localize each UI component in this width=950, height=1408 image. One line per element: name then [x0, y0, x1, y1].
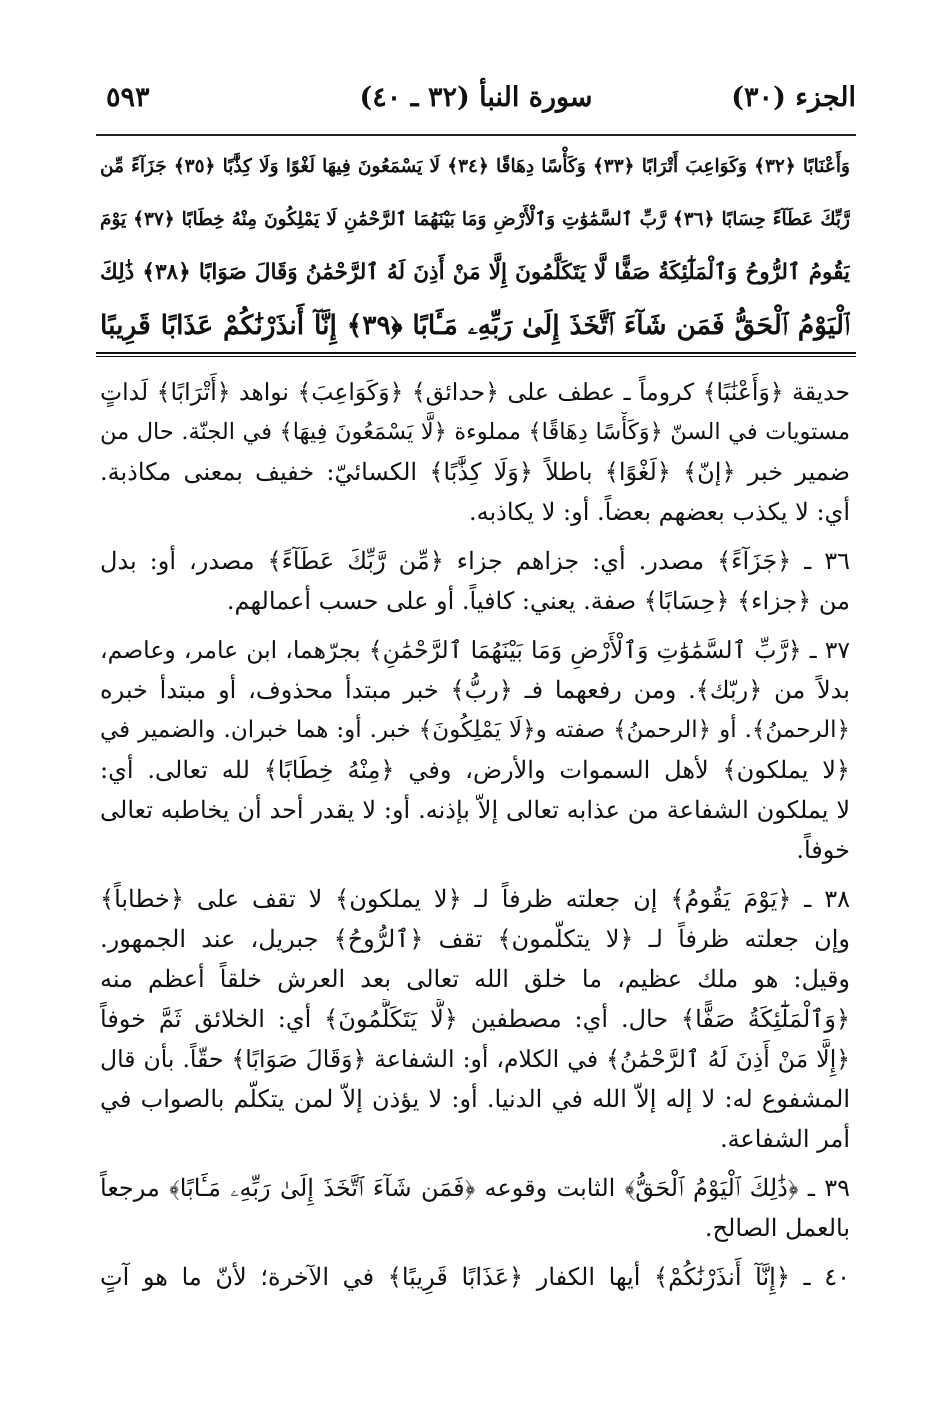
commentary-paragraph — [100, 541, 850, 621]
commentary-line: ٤٠ ـ ﴿إِنَّآ أَنذَرْنَٰكُمْ﴾ أيها الكفار ﴿عَذَابًا قَرِيبًا﴾ في الآخرة؛ لأنّ ما هو آتٍ — [100, 1263, 850, 1291]
surah-title: سورة النبأ (٣٢ ـ ٤٠) — [359, 82, 593, 113]
commentary-paragraph — [100, 879, 850, 1159]
commentary-line: من ﴿جزاء﴾ ﴿حِسَابًا﴾ صفة. يعني: كافياً. أو على حسب أعمالهم. — [226, 587, 850, 615]
commentary-line: لا يملكون الشفاعة من عذابه تعالى إلاّ بإذنه. أو: لا يقدر أحد أن يخاطبه تعالى — [100, 796, 850, 824]
quran-divider-thin — [96, 356, 856, 357]
juz-label: الجزء (٣٠) — [731, 82, 856, 113]
quran-text-block — [100, 140, 850, 352]
commentary-line: حديقة ﴿وَأَعْنَٰبًا﴾ كروماً ـ عطف على ﴿حدائق﴾ ﴿وَكَوَاعِبَ﴾ نواهد ﴿أَتْرَابًا﴾ لَداتٍ — [100, 378, 850, 406]
commentary-line: ﴿الرحمنُ﴾. أو ﴿الرحمنُ﴾ صفته و﴿لَا يَمْلِكُونَ﴾ خبر. أو: هما خبران. والضمير في — [100, 717, 850, 743]
commentary-paragraph — [100, 372, 850, 532]
commentary-line: وإن جعلته ظرفاً لـ ﴿لا يتكلّمون﴾ تقف ﴿ٱلرُّوحُ﴾ جبريل، عند الجمهور. — [100, 925, 850, 953]
commentary-line: ٣٦ ـ ﴿جَزَآءً﴾ مصدر. أي: جزاهم جزاء ﴿مِّن رَّبِّكَ عَطَآءً﴾ مصدر، أو: بدل — [100, 547, 850, 575]
quran-line: رَّبِّكَ عَطَآءً حِسَابًا ﴿٣٦﴾ رَّبِّ ٱلسَّمَٰوَٰتِ وَٱلْأَرْضِ وَمَا بَيْنَهُمَا ٱلرَّحْمَٰنِ لَا يَمْلِكُونَ مِنْهُ خِطَابًا ﴿٣٧﴾ يَوْمَ — [100, 209, 850, 230]
quran-divider — [96, 352, 856, 354]
commentary-paragraph — [100, 1257, 850, 1297]
commentary-line: أمر الشفاعة. — [719, 1125, 850, 1153]
commentary-line: بدلاً من ﴿ربّك﴾. ومن رفعهما فـ ﴿ربُّ﴾ خبر مبتدأ محذوف، أو مبتدأ خبره — [100, 676, 850, 704]
page-header — [96, 82, 856, 126]
commentary-paragraph — [100, 630, 850, 870]
quran-line: يَقُومُ ٱلرُّوحُ وَٱلْمَلَٰٓئِكَةُ صَفًّا لَّا يَتَكَلَّمُونَ إِلَّا مَنْ أَذِنَ لَهُ ٱلرَّحْمَٰنُ وَقَالَ صَوَابًا ﴿٣٨﴾ ذَٰلِكَ — [100, 260, 850, 285]
commentary-line: ﴿لا يملكون﴾ لأهل السموات والأرض، وفي ﴿مِنْهُ خِطَابًا﴾ لله تعالى. أي: — [100, 756, 850, 784]
commentary-line: ٣٧ ـ ﴿رَّبِّ ٱلسَّمَٰوَٰتِ وَٱلْأَرْضِ وَمَا بَيْنَهُمَا ٱلرَّحْمَٰنِ﴾ بجرّهما، ابن عامر، وعاصم، — [100, 636, 850, 664]
commentary-paragraph — [100, 1168, 850, 1248]
commentary-line: خوفاً. — [796, 836, 850, 864]
commentary-line: بالعمل الصالح. — [704, 1214, 850, 1242]
commentary-line: ٣٩ ـ ﴿ذَٰلِكَ ٱلْيَوْمُ ٱلْحَقُّ﴾ الثابت وقوعه ﴿فَمَن شَآءَ ٱتَّخَذَ إِلَىٰ رَبِّهِۦ مَـَٔابًا﴾ مرجعاً — [100, 1174, 850, 1202]
commentary-block — [100, 372, 850, 1306]
commentary-line: ﴿إِلَّا مَنْ أَذِنَ لَهُ ٱلرَّحْمَٰنُ﴾ في الكلام، أو: الشفاعة ﴿وَقَالَ صَوَابًا﴾ حقّاً. بأن قال — [100, 1045, 850, 1073]
page-number: ٥٩٣ — [106, 82, 150, 113]
commentary-line: مستويات في السنّ ﴿وَكَأْسًا دِهَاقًا﴾ مملوءة ﴿لَّا يَسْمَعُونَ فِيهَا﴾ في الجنّة. حال من — [100, 419, 850, 445]
commentary-line: أي: لا يكذب بعضهم بعضاً. أو: لا يكاذبه. — [468, 498, 850, 526]
quran-line: وَأَعْنَابًا ﴿٣٢﴾ وَكَوَاعِبَ أَتْرَابًا ﴿٣٣﴾ وَكَأْسًا دِهَاقًا ﴿٣٤﴾ لَا يَسْمَعُونَ فِيهَا لَغْوًا وَلَا كِذَّٰبًا ﴿٣٥﴾ جَزَآءً مِّن — [100, 156, 850, 177]
commentary-line: ﴿وَٱلْمَلَٰٓئِكَةُ صَفًّا﴾ حال. أي: مصطفين ﴿لَّا يَتَكَلَّمُونَ﴾ أي: الخلائق ثَمَّ خوفاً — [100, 1005, 850, 1033]
header-divider — [96, 134, 856, 136]
commentary-line: المشفوع له: لا إله إلاّ الله في الدنيا. أو: لا يؤذن إلاّ لمن يتكلّم بالصواب في — [100, 1085, 850, 1113]
commentary-line: ضمير خبر ﴿إنّ﴾ ﴿لَغْوًا﴾ باطلاً ﴿وَلَا كِذَّٰبًا﴾ الكسائيّ: خفيف بمعنى مكاذبة. — [100, 458, 850, 486]
commentary-line: وقيل: هو ملك عظيم، ما خلق الله تعالى بعد العرش خلقاً أعظم منه — [100, 965, 850, 993]
quran-line: ٱلْيَوْمُ ٱلْحَقُّ فَمَن شَآءَ ٱتَّخَذَ إِلَىٰ رَبِّهِۦ مَـَٔابًا ﴿٣٩﴾ إِنَّآ أَنذَرْنَٰكُمْ عَذَابًا قَرِيبًا — [100, 310, 850, 341]
commentary-line: ٣٨ ـ ﴿يَوْمَ يَقُومُ﴾ إن جعلته ظرفاً لـ ﴿لا يملكون﴾ لا تقف على ﴿خطاباً﴾ — [100, 885, 850, 913]
